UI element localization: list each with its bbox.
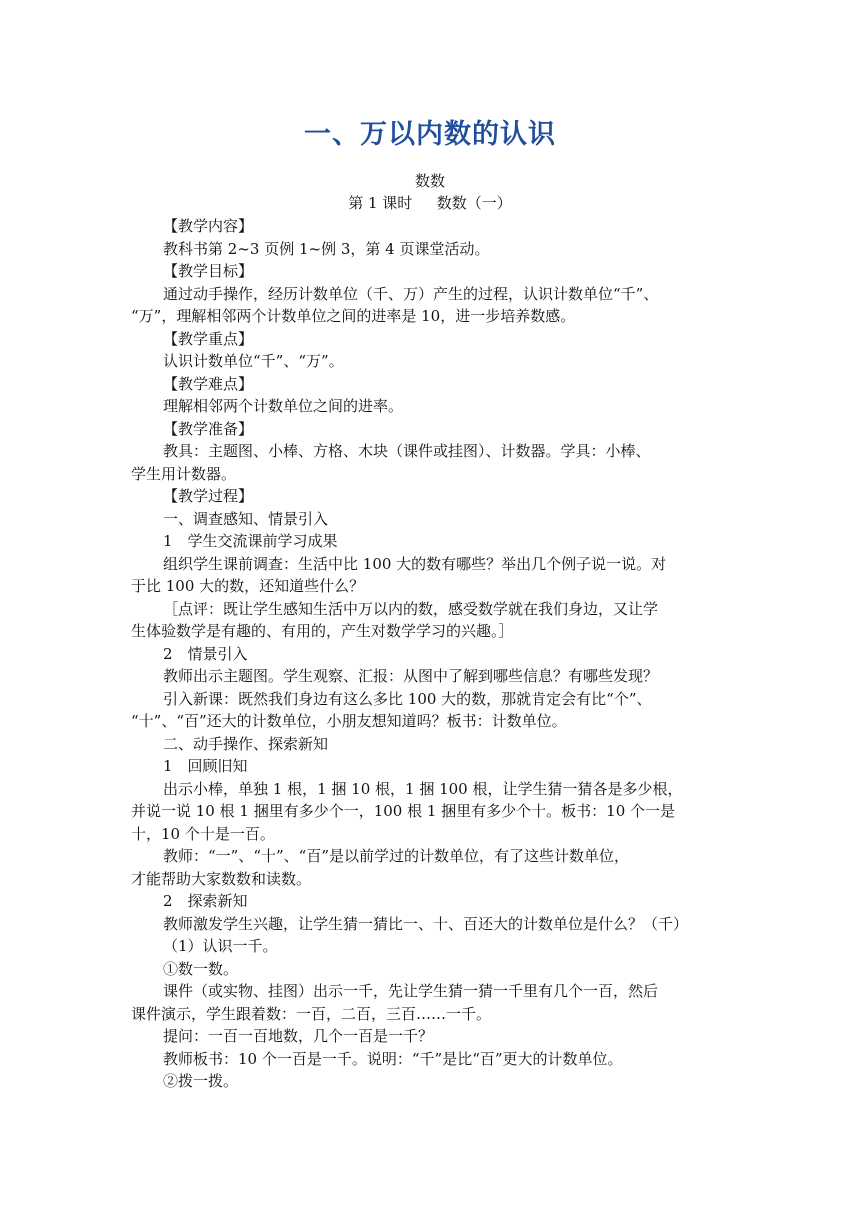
body-line: 教师板书：10 个一百是一千。说明：“千”是比“百”更大的计数单位。 [163, 1049, 623, 1068]
section-heading: 数数 [414, 172, 445, 190]
body-line: 【教学难点】 [163, 374, 254, 393]
body-line: 【教学过程】 [163, 487, 254, 505]
body-line: ②拨一拨。 [163, 1072, 239, 1090]
body-line: 教师：“一”、“十”、“百”是以前学过的计数单位，有了这些计数单位， [163, 847, 630, 865]
body-line: 课件（或实物、挂图）出示一千，先让学生猜一猜一千里有几个一百，然后 [163, 982, 659, 1000]
body-line: “十”、“百”还大的计数单位，小朋友想知道吗？板书：计数单位。 [131, 712, 567, 730]
body-line: 提问：一百一百地数，几个一百是一千？ [163, 1027, 434, 1045]
body-line: 于比 100 大的数，还知道些什么？ [131, 577, 365, 595]
document-body [131, 215, 731, 1093]
body-line: 【教学内容】 [163, 217, 254, 235]
body-line: 【教学目标】 [163, 262, 254, 280]
lesson-heading: 第 1 课时 数数（一） [348, 194, 512, 212]
body-line: 并说一说 10 根 1 捆里有多少个一，100 根 1 捆里有多少个十。板书：10 个一是 [131, 802, 676, 820]
body-line: 理解相邻两个计数单位之间的进率。 [163, 397, 404, 415]
body-line: 2 情景引入 [163, 644, 248, 663]
body-line: 学生用计数器。 [131, 464, 237, 483]
body-line: 1 学生交流课前学习成果 [163, 532, 338, 550]
body-line: 才能帮助大家数数和读数。 [131, 869, 312, 888]
body-line: “万”，理解相邻两个计数单位之间的进率是 10，进一步培养数感。 [131, 307, 576, 325]
body-line: 生体验数学是有趣的、有用的，产生对数学学习的兴趣。］ [131, 622, 514, 640]
page-title: 一、万以内数的认识 [304, 119, 556, 150]
body-line: 教师出示主题图。学生观察、汇报：从图中了解到哪些信息？有哪些发现？ [163, 667, 659, 685]
body-line: 【教学重点】 [163, 329, 254, 348]
body-line: 教科书第 2~3 页例 1~例 3，第 4 页课堂活动。 [163, 239, 490, 258]
body-line: 组织学生课前调查：生活中比 100 大的数有哪些？举出几个例子说一说。对 [163, 554, 667, 573]
body-line: 教具：主题图、小棒、方格、木块（课件或挂图）、计数器。学具：小棒、 [163, 442, 651, 460]
body-line: 通过动手操作，经历计数单位（千、万）产生的过程，认识计数单位“千”、 [163, 284, 659, 303]
body-line: 【教学准备】 [163, 419, 254, 438]
body-line: 出示小棒，单独 1 根，1 捆 10 根，1 捆 100 根，让学生猜一猜各是多少根， [163, 779, 683, 798]
body-line: 2 探索新知 [163, 892, 248, 910]
body-line: 十，10 个十是一百。 [131, 824, 275, 843]
body-line: 认识计数单位“千”、“万”。 [163, 352, 344, 370]
body-line: 二、动手操作、探索新知 [163, 734, 329, 753]
body-line: 课件演示，学生跟着数：一百，二百，三百……一千。 [131, 1004, 492, 1023]
body-line: ①数一数。 [163, 959, 239, 978]
body-line: 1 回顾旧知 [163, 757, 248, 775]
body-line: （1）认识一千。 [163, 937, 278, 955]
body-line: 引入新课：既然我们身边有这么多比 100 大的数，那就肯定会有比“个”、 [163, 689, 652, 708]
body-line: ［点评：既让学生感知生活中万以内的数，感受数学就在我们身边，又让学 [163, 599, 659, 618]
body-line: 教师激发学生兴趣，让学生猜一猜比一、十、百还大的计数单位是什么？（千） [163, 914, 689, 933]
body-line: 一、调查感知、情景引入 [163, 509, 329, 528]
